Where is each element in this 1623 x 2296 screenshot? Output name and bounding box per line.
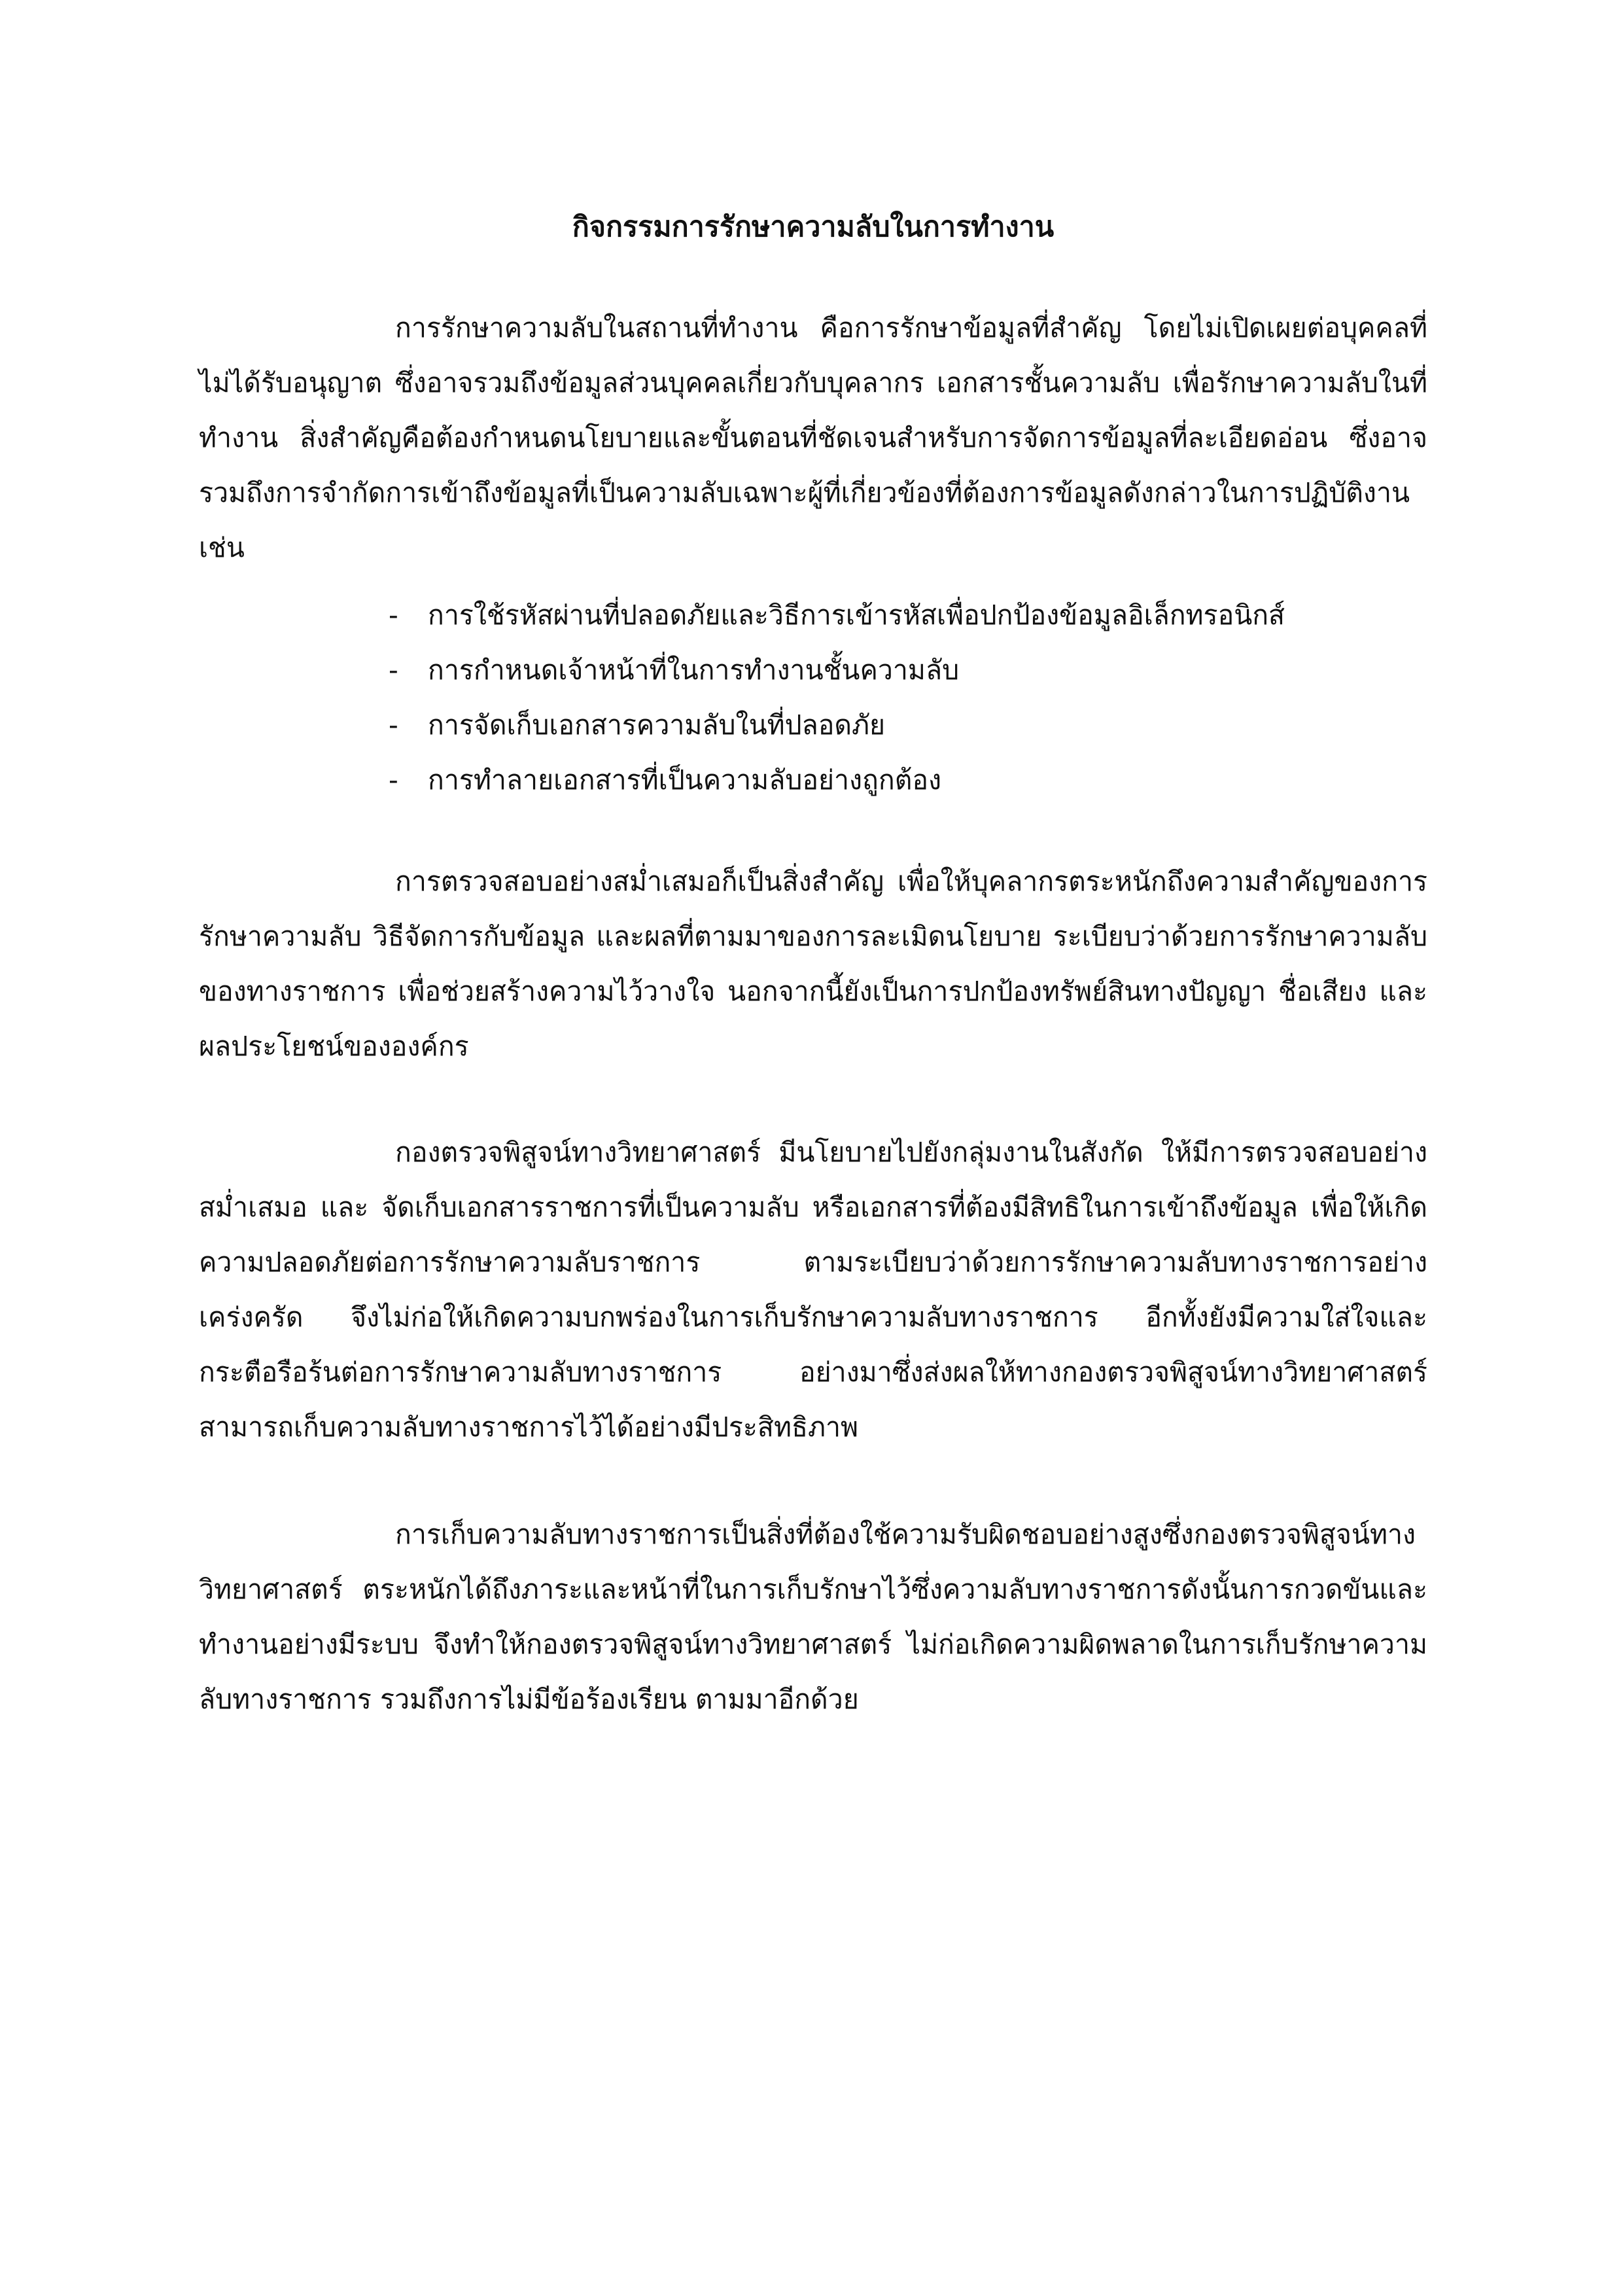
bullet-dash: - bbox=[389, 599, 398, 631]
bullet-dash: - bbox=[389, 654, 398, 686]
bullet-text: การกำหนดเจ้าหน้าที่ในการทำงานชั้นความลับ bbox=[428, 654, 960, 686]
bullet-text: การใช้รหัสผ่านที่ปลอดภัยและวิธีการเข้ารหัสเพื่อปกป้องข้อมูลอิเล็กทรอนิกส์ bbox=[428, 599, 1285, 631]
bullet-item bbox=[389, 698, 1427, 752]
bullet-text: การทำลายเอกสารที่เป็นความลับอย่างถูกต้อง bbox=[428, 764, 941, 796]
bullet-text: การจัดเก็บเอกสารความลับในที่ปลอดภัย bbox=[428, 709, 886, 741]
bullet-item bbox=[389, 752, 1427, 807]
bullet-dash: - bbox=[389, 764, 398, 796]
paragraph-inspection: การตรวจสอบอย่างสม่ำเสมอก็เป็นสิ่งสำคัญ เพื่อให้บุคลากรตระหนักถึงความสำคัญของการรักษาความลับ วิธีจัดการกับข้อมูล และผลที่ตามมาของการละเมิดนโยบาย ระเบียบว่าด้วยการรักษาความลับของทางราชการ เพื่อช่วยสร้างความไว้วางใจ นอกจากนี้ยังเป็นการปกป้องทรัพย์สินทางปัญญา ชื่อเสียง และผลประโยชน์ขององค์กร bbox=[199, 866, 1427, 1062]
bullet-list bbox=[389, 588, 1427, 807]
bullet-item bbox=[389, 588, 1427, 643]
bullet-dash: - bbox=[389, 709, 398, 741]
paragraph-policy: กองตรวจพิสูจน์ทางวิทยาศาสตร์ มีนโยบายไปยังกลุ่มงานในสังกัด ให้มีการตรวจสอบอย่างสม่ำเสมอ และ จัดเก็บเอกสารราชการที่เป็นความลับ หรือเอกสารที่ต้องมีสิทธิในการเข้าถึงข้อมูล เพื่อให้เกิดความปลอดภัยต่อการรักษาความลับราชการ ตามระเบียบว่าด้วยการรักษาความลับทางราชการอย่างเคร่งครัด จึงไม่ก่อให้เกิดความบกพร่องในการเก็บรักษาความลับทางราชการ อีกทั้งยังมีความใส่ใจและกระตือรือร้นต่อการรักษาความลับทางราชการ อย่างมาซึ่งส่งผลให้ทางกองตรวจพิสูจน์ทางวิทยาศาสตร์สามารถเก็บความลับทางราชการไว้ได้อย่างมีประสิทธิภาพ bbox=[199, 1137, 1427, 1443]
paragraph-intro: การรักษาความลับในสถานที่ทำงาน คือการรักษาข้อมูลที่สำคัญ โดยไม่เปิดเผยต่อบุคคลที่ไม่ได้รับอนุญาต ซึ่งอาจรวมถึงข้อมูลส่วนบุคคลเกี่ยวกับบุคลากร เอกสารชั้นความลับ เพื่อรักษาความลับในที่ทำงาน สิ่งสำคัญคือต้องกำหนดนโยบายและขั้นตอนที่ชัดเจนสำหรับการจัดการข้อมูลที่ละเอียดอ่อน ซึ่งอาจรวมถึงการจำกัดการเข้าถึงข้อมูลที่เป็นความลับเฉพาะผู้ที่เกี่ยวข้องที่ต้องการข้อมูลดังกล่าวในการปฏิบัติงาน เช่น bbox=[199, 312, 1427, 563]
document-title: กิจกรรมการรักษาความลับในการทำงาน bbox=[572, 211, 1055, 243]
paragraph-responsibility: การเก็บความลับทางราชการเป็นสิ่งที่ต้องใช้ความรับผิดชอบอย่างสูงซึ่งกองตรวจพิสูจน์ทางวิทยาศาสตร์ ตระหนักได้ถึงภาระและหน้าที่ในการเก็บรักษาไว้ซึ่งความลับทางราชการดังนั้นการกวดขันและทำงานอย่างมีระบบ จึงทำให้กองตรวจพิสูจน์ทางวิทยาศาสตร์ ไม่ก่อเกิดความผิดพลาดในการเก็บรักษาความลับทางราชการ รวมถึงการไม่มีข้อร้องเรียน ตามมาอีกด้วย bbox=[199, 1519, 1427, 1715]
bullet-item bbox=[389, 643, 1427, 698]
